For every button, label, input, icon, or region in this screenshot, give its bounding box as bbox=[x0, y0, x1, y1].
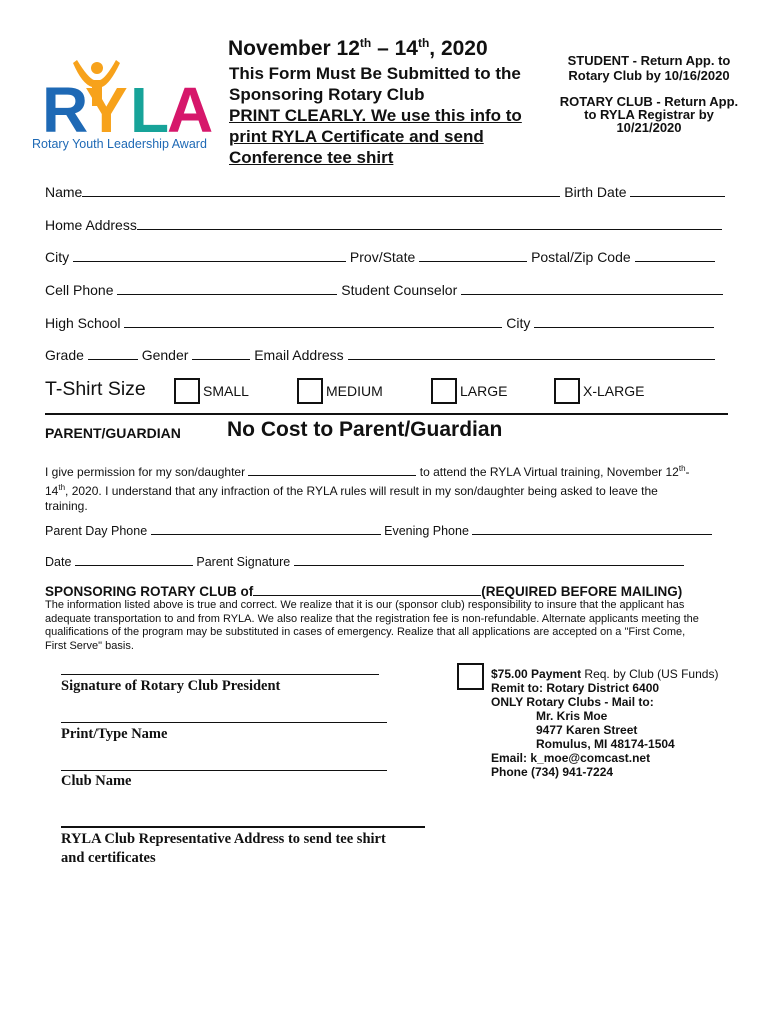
date-year: , 2020 bbox=[429, 37, 488, 60]
permission-text: I give permission for my son/daughter to attend the RYLA Virtual training, November 12th- 14th, 2020. I understand that any infraction of the RYLA rules will result in my son/daughter being asked to leave the training. bbox=[45, 464, 690, 513]
header-line: Conference tee shirt bbox=[229, 148, 394, 167]
president-signature-label: Signature of Rotary Club President bbox=[61, 678, 281, 694]
school-row bbox=[45, 313, 714, 331]
student-counselor-label: Student Counselor bbox=[341, 282, 458, 298]
no-cost-heading: No Cost to Parent/Guardian bbox=[227, 418, 503, 441]
mail-address-street: 9477 Karen Street bbox=[536, 723, 638, 737]
prov-state-label: Prov/State bbox=[349, 249, 416, 265]
student-return-note: STUDENT - Return App. to Rotary Club by 10/16/2020 bbox=[567, 53, 731, 83]
school-city-label: City bbox=[506, 315, 531, 331]
tshirt-medium-label: MEDIUM bbox=[326, 383, 383, 399]
remit-to: Remit to: Rotary District 6400 bbox=[491, 681, 660, 695]
parent-phone-row bbox=[45, 522, 712, 538]
grade-label: Grade bbox=[45, 347, 84, 363]
payment-phone: Phone (734) 941-7224 bbox=[491, 765, 614, 779]
logo-letter-l: L bbox=[130, 74, 170, 136]
mail-to: ONLY Rotary Clubs - Mail to: bbox=[491, 695, 654, 709]
city-field[interactable] bbox=[73, 247, 346, 262]
email-field[interactable] bbox=[348, 345, 715, 360]
date-start: November 12 bbox=[228, 37, 360, 60]
logo-letter-r: R bbox=[42, 74, 89, 136]
event-dates bbox=[228, 36, 488, 61]
tshirt-large-checkbox[interactable] bbox=[431, 378, 457, 404]
parent-guardian-heading: PARENT/GUARDIAN bbox=[45, 425, 181, 441]
header-line: Sponsoring Rotary Club bbox=[229, 85, 425, 104]
mail-address-city: Romulus, MI 48174-1504 bbox=[536, 737, 675, 751]
club-return-note: ROTARY CLUB - Return App. to RYLA Registrar by 10/21/2020 bbox=[559, 94, 739, 135]
address-row bbox=[45, 215, 722, 233]
tshirt-xlarge-checkbox[interactable] bbox=[554, 378, 580, 404]
grade-field[interactable] bbox=[88, 345, 138, 360]
phone-row bbox=[45, 280, 723, 298]
high-school-label: High School bbox=[45, 315, 121, 331]
city-row bbox=[45, 247, 715, 265]
header-line: This Form Must Be Submitted to the bbox=[229, 64, 521, 83]
grade-row bbox=[45, 345, 715, 363]
tshirt-small-checkbox[interactable] bbox=[174, 378, 200, 404]
payment-info bbox=[491, 667, 718, 779]
email-label: Email Address bbox=[254, 347, 344, 363]
evening-phone-field[interactable] bbox=[472, 522, 712, 535]
sponsor-club-field[interactable] bbox=[253, 583, 481, 596]
print-name-label: Print/Type Name bbox=[61, 726, 168, 742]
name-label: Name bbox=[45, 184, 83, 200]
date-end: – 14 bbox=[371, 37, 418, 60]
high-school-field[interactable] bbox=[124, 313, 502, 328]
evening-phone-label: Evening Phone bbox=[384, 524, 469, 538]
prov-state-field[interactable] bbox=[419, 247, 527, 262]
city-label: City bbox=[45, 249, 70, 265]
school-city-field[interactable] bbox=[534, 313, 714, 328]
president-signature-line[interactable] bbox=[61, 674, 379, 675]
header-line: print RYLA Certificate and send bbox=[229, 127, 484, 146]
tshirt-medium-checkbox[interactable] bbox=[297, 378, 323, 404]
postal-zip-field[interactable] bbox=[635, 247, 715, 262]
student-counselor-field[interactable] bbox=[461, 280, 723, 295]
sponsor-statement: The information listed above is true and correct. We realize that it is our (sponsor club) responsibility to insure that the applicant has adequate transportation to and from RYLA. We also realize that the registration fee is non-refundable. Alternate applicants meeting the qualifications of the program may be substituted in cases of emergency. Realize that all applications are accepted on a "First Come, First Serve" basis. bbox=[45, 599, 699, 652]
date-field[interactable] bbox=[75, 553, 193, 566]
club-name-label: Club Name bbox=[61, 773, 132, 789]
logo-subtitle: Rotary Youth Leadership Award bbox=[32, 137, 207, 151]
sponsor-heading: SPONSORING ROTARY CLUB of (REQUIRED BEFORE MAILING) bbox=[45, 584, 683, 599]
mail-address-name: Mr. Kris Moe bbox=[536, 709, 608, 723]
home-address-field[interactable] bbox=[137, 215, 722, 230]
parent-signature-label: Parent Signature bbox=[196, 555, 291, 569]
logo-letter-a: A bbox=[167, 74, 214, 136]
birth-date-field[interactable] bbox=[630, 182, 725, 197]
date-label: Date bbox=[45, 555, 72, 569]
gender-label: Gender bbox=[141, 347, 189, 363]
day-phone-label: Parent Day Phone bbox=[45, 524, 148, 538]
parent-signature-row bbox=[45, 553, 684, 569]
child-name-field[interactable] bbox=[248, 464, 416, 476]
cell-phone-label: Cell Phone bbox=[45, 282, 114, 298]
day-phone-field[interactable] bbox=[151, 522, 381, 535]
section-divider bbox=[45, 413, 728, 415]
payment-checkbox[interactable] bbox=[457, 663, 484, 690]
name-row bbox=[45, 182, 725, 200]
gender-field[interactable] bbox=[192, 345, 250, 360]
postal-zip-label: Postal/Zip Code bbox=[531, 249, 631, 265]
date-sup: th bbox=[417, 36, 430, 50]
date-sup: th bbox=[359, 36, 372, 50]
rep-address-label: RYLA Club Representative Address to send tee shirt and certificates bbox=[61, 831, 386, 866]
home-address-label: Home Address bbox=[45, 217, 137, 233]
ryla-figure-icon bbox=[30, 56, 222, 136]
tshirt-size-label: T-Shirt Size bbox=[45, 378, 146, 400]
parent-signature-field[interactable] bbox=[294, 553, 684, 566]
birth-date-label: Birth Date bbox=[564, 184, 627, 200]
header-line: PRINT CLEARLY. We use this info to bbox=[229, 106, 522, 125]
tshirt-xlarge-label: X-LARGE bbox=[583, 383, 645, 399]
print-name-line[interactable] bbox=[61, 722, 387, 723]
logo-letter-y: Y bbox=[85, 74, 128, 136]
cell-phone-field[interactable] bbox=[117, 280, 337, 295]
payment-requirement: Req. by Club (US Funds) bbox=[581, 667, 719, 681]
payment-amount: $75.00 Payment bbox=[491, 667, 582, 681]
rep-address-line[interactable] bbox=[61, 826, 425, 828]
tshirt-large-label: LARGE bbox=[460, 383, 508, 399]
payment-email: Email: k_moe@comcast.net bbox=[491, 751, 651, 765]
name-field[interactable] bbox=[82, 182, 560, 197]
ryla-logo bbox=[30, 56, 222, 156]
club-name-line[interactable] bbox=[61, 770, 387, 771]
tshirt-small-label: SMALL bbox=[203, 383, 249, 399]
